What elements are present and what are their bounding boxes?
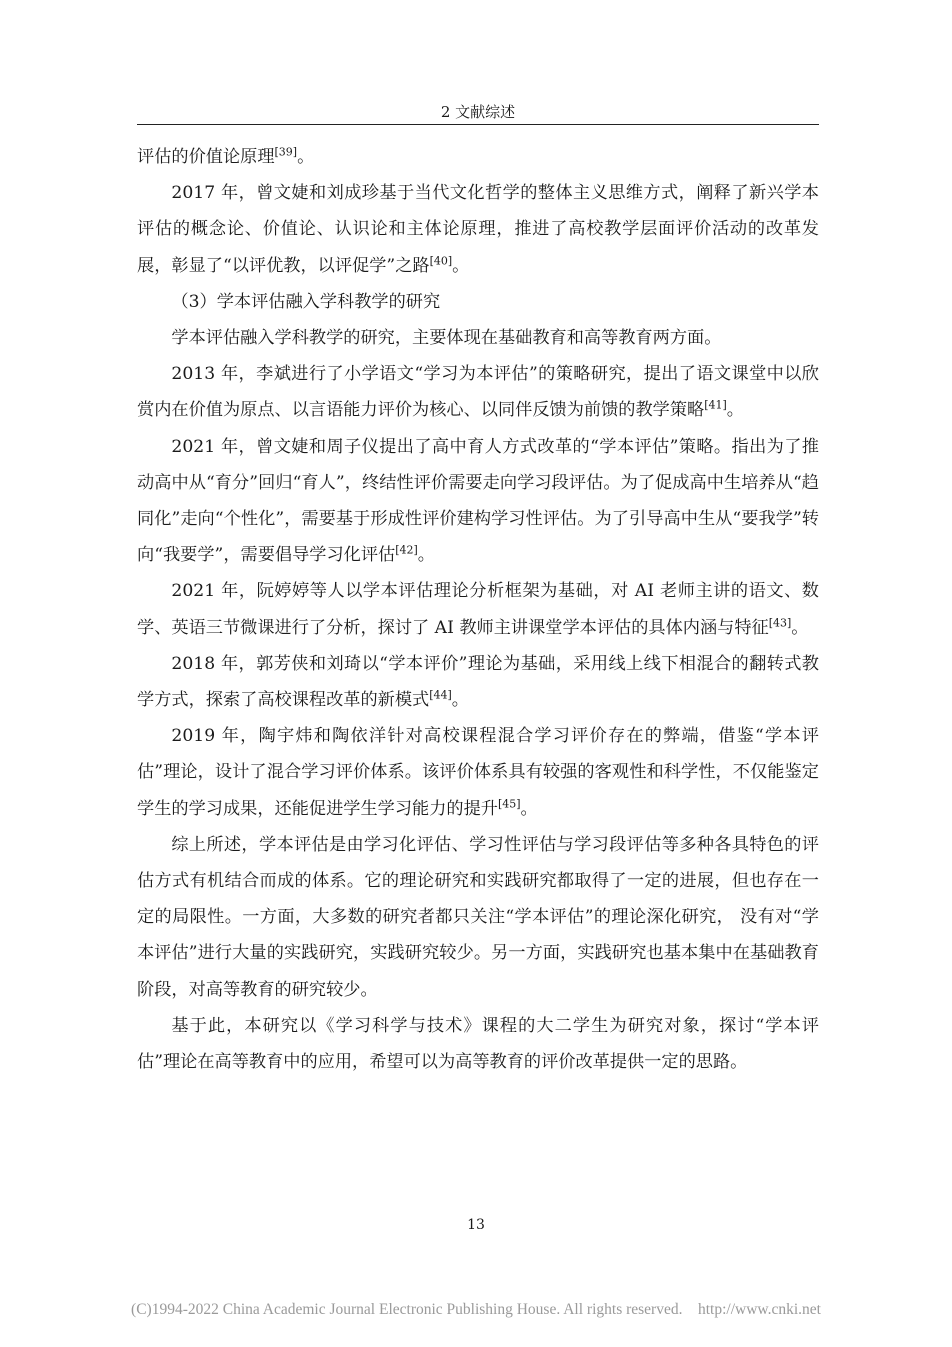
paragraph: 2013 年，李斌进行了小学语文“学习为本评估”的策略研究，提出了语文课堂中以欣赏内在价值为原点、以言语能力评价为核心、以同伴反馈为前馈的教学策略[41]。 bbox=[137, 364, 819, 421]
header-title: 2 文献综述 bbox=[440, 103, 516, 121]
paragraph: 综上所述，学本评估是由学习化评估、学习性评估与学习段评估等多种各具特色的评估方式有机结合而成的体系。它的理论研究和实践研究都取得了一定的进展，但也存在一定的局限性。一方面，大多数的研究者都只关注“学本评估”的理论深化研究， 没有对“学本评估”进行大量的实践研究，实践研究较少。另一方面，实践研究也基本集中在基础教育阶段，对高等教育的研究较少。 bbox=[137, 834, 819, 1000]
citation-ref: [43] bbox=[768, 615, 792, 629]
section-heading: （3）学本评估融入学科教学的研究 bbox=[171, 291, 441, 312]
paragraph: 2021 年，曾文婕和周子仪提出了高中育人方式改革的“学本评估”策略。指出为了推动高中从“育分”回归“育人”，终结性评价需要走向学习段评估。为了促成高中生培养从“趋同化”走向“个性化”，需要基于形成性评价建构学习性评估。为了引导高中生从“要我学”转向“我要学”，需要倡导学习化评估[42]。 bbox=[137, 436, 819, 566]
running-header bbox=[137, 100, 819, 125]
citation-ref: [39] bbox=[274, 145, 298, 159]
citation-ref: [42] bbox=[395, 543, 418, 557]
paragraph: 2018 年，郭芳侠和刘琦以“学本评价”理论为基础，采用线上线下相混合的翻转式教学方式，探索了高校课程改革的新模式[44]。 bbox=[137, 653, 819, 711]
paragraph: 2017 年，曾文婕和刘成珍基于当代文化哲学的整体主义思维方式，阐释了新兴学本评估的概念论、价值论、认识论和主体论原理，推进了高校教学层面评价活动的改革发展，彰显了“以评优教，以评促学”之路[40]。 bbox=[137, 183, 819, 276]
citation-ref: [40] bbox=[429, 253, 453, 267]
paragraph: 2019 年，陶宇炜和陶依洋针对高校课程混合学习评价存在的弊端，借鉴“学本评估”理论，设计了混合学习评价体系。该评价体系具有较强的客观性和科学性，不仅能鉴定学生的学习成果，还能促进学生学习能力的提升[45]。 bbox=[137, 726, 819, 819]
citation-ref: [41] bbox=[704, 398, 727, 412]
citation-ref: [45] bbox=[497, 796, 521, 810]
page-number: 13 bbox=[467, 1217, 485, 1233]
paragraph: 2021 年，阮婷婷等人以学本评估理论分析框架为基础，对 AI 老师主讲的语文、数学、英语三节微课进行了分析，探讨了 AI 教师主讲课堂学本评估的具体内涵与特征[43]。 bbox=[137, 581, 819, 638]
body-text bbox=[137, 139, 819, 1080]
copyright-footer: (C)1994-2022 China Academic Journal Electronic Publishing House. All rights reserved. http://www.cnki.net bbox=[131, 1301, 821, 1318]
paragraph: 评估的价值论原理[39]。 bbox=[137, 145, 315, 167]
paragraph: 基于此，本研究以《学习科学与技术》课程的大二学生为研究对象，探讨“学本评估”理论在高等教育中的应用，希望可以为高等教育的评价改革提供一定的思路。 bbox=[137, 1015, 819, 1073]
paragraph: 学本评估融入学科教学的研究，主要体现在基础教育和高等教育两方面。 bbox=[171, 328, 722, 349]
citation-ref: [44] bbox=[429, 688, 452, 702]
